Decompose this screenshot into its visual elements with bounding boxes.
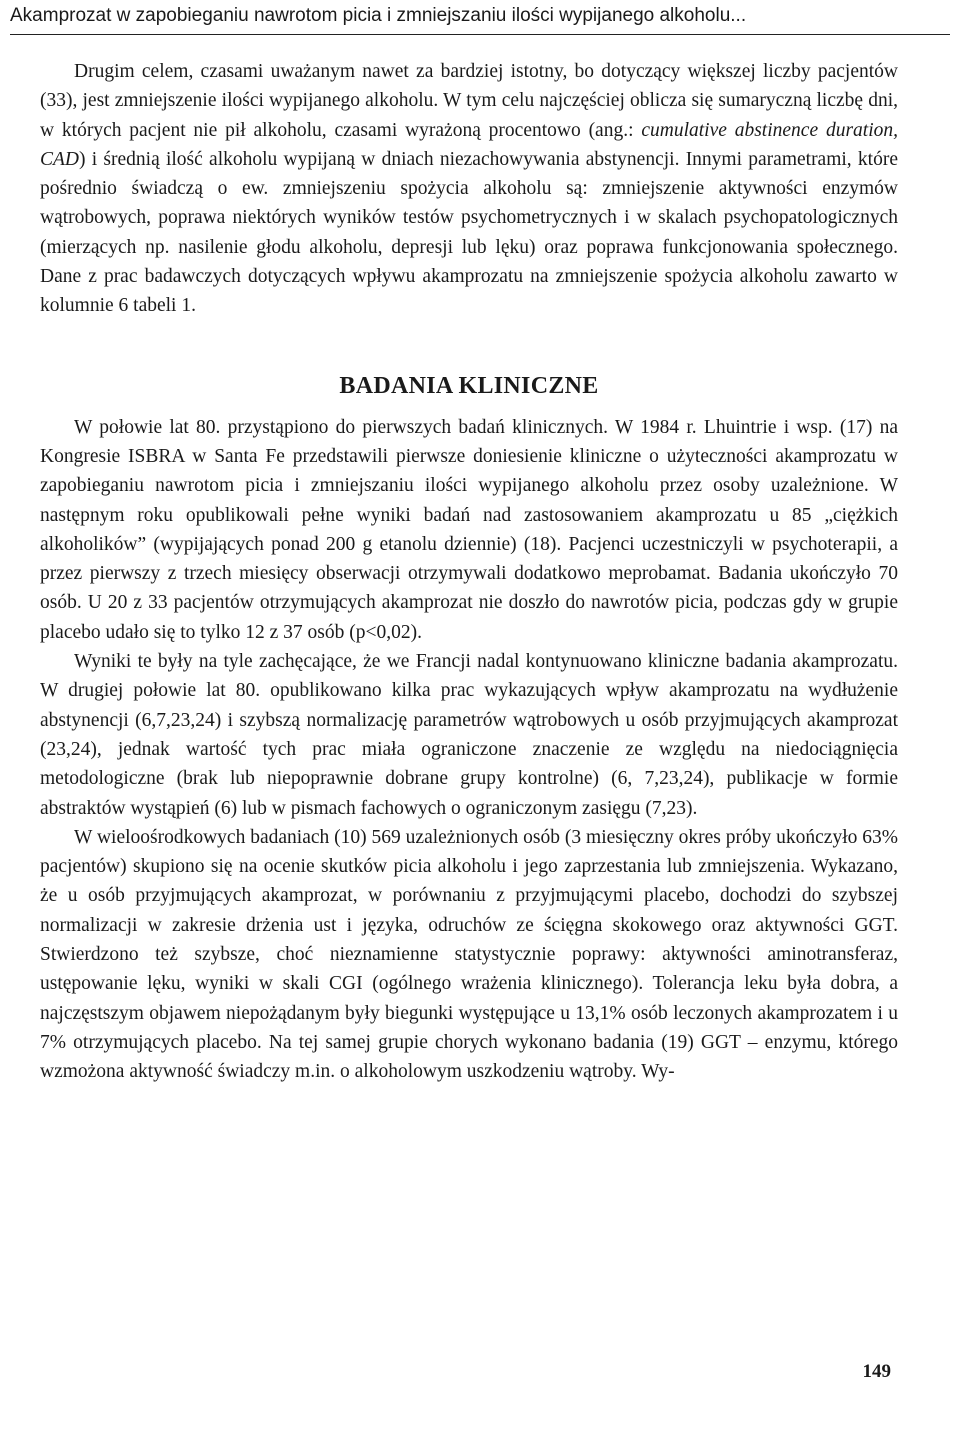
section-heading: BADANIA KLINICZNE [339, 372, 599, 399]
paragraph-first-trials: W połowie lat 80. przystąpiono do pierwszych badań klinicznych. W 1984 r. Lhuintrie i wsp. (17) na Kongresie ISBRA w Santa Fe przedstawili pierwsze doniesienie kliniczne o użyteczności akamprozatu w zapobieganiu nawrotom picia i zmniejszaniu ilości wypijanego alkoholu przez osoby uzależnione. W następnym roku opublikowali pełne wyniki badań nad zastosowaniem akamprozatu u 85 „ciężkich alkoholików” (wypijających ponad 200 g etanolu dziennie) (18). Pacjenci uczestniczyli w psychoterapii, a przez pierwszy z trzech miesięcy obserwacji otrzymywali dodatkowo meprobamat. Badania ukończyło 70 osób. U 20 z 33 pacjentów otrzymujących akamprozat nie doszło do nawrotów picia, podczas gdy w grupie placebo udało się to tylko 12 z 37 osób (p<0,02). [40, 416, 898, 643]
running-header: Akamprozat w zapobieganiu nawrotom picia i zmniejszaniu ilości wypijanego alkoholu... [10, 5, 747, 26]
paragraph-cad-text-1: Drugim celem, czasami uważanym nawet za bardziej istotny, bo dotyczący większej liczby pacjentów (33), jest zmniejszenie ilości wypijanego alkoholu. W tym celu najczęściej oblicza się sumaryczną liczbę dni, w których pacjent nie pił alkoholu, czasami wyrażoną procentowo (ang.: [40, 61, 898, 141]
paragraph-cad-italic-term: cumulative abstinence duration, CAD [40, 119, 898, 170]
header-divider [10, 34, 950, 35]
page-body [40, 57, 898, 1087]
paragraph-cad [40, 57, 898, 321]
paragraph-france-results: Wyniki te były na tyle zachęcające, że we Francji nadal kontynuowano kliniczne badania akamprozatu. W drugiej połowie lat 80. opublikowano kilka prac wykazujących wpływ akamprozatu na wydłużenie abstynencji (6,7,23,24) i szybszą normalizację parametrów wątrobowych u osób przyjmujących akamprozat (23,24), jednak wartość tych prac miała ograniczone znaczenie ze względu na niedociągnięcia metodologiczne (brak lub niepoprawnie dobrane grupy kontrolne) (6, 7,23,24), publikacje w formie abstraktów wystąpień (6) lub w pismach fachowych o ograniczonym zasięgu (7,23). [40, 651, 898, 819]
paragraph-cad-text-2: ) i średnią ilość alkoholu wypijaną w dniach niezachowywania abstynencji. Innymi parametrami, które pośrednio świadczą o ew. zmniejszeniu spożycia alkoholu są: zmniejszenie aktywności enzymów wątrobowych, poprawa niektórych wyników testów psychometrycznych i w skalach psychopatologicznych (mierzących np. nasilenie głodu alkoholu, depresji lub lęku) oraz poprawa funkcjonowania społecznego. Dane z prac badawczych dotyczących wpływu akamprozatu na zmniejszenie spożycia alkoholu zawarto w kolumnie 6 tabeli 1. [40, 148, 898, 317]
page-number: 149 [862, 1361, 891, 1382]
paragraph-multicenter-study: W wieloośrodkowych badaniach (10) 569 uzależnionych osób (3 miesięczny okres próby ukończyło 63% pacjentów) skupiono się na ocenie skutków picia alkoholu i jego zaprzestania lub zmniejszenia. Wykazano, że u osób przyjmujących akamprozat, w porównaniu z przyjmującymi placebo, dochodzi do szybszej normalizacji w zakresie drżenia ust i języka, odruchów ze ścięgna skokowego oraz aktywności GGT. Stwierdzono też szybsze, choć nieznamienne statystycznie poprawy: aktywności aminotransferaz, ustępowanie lęku, wyniki w skali CGI (ogólnego wrażenia klinicznego). Tolerancja leku była dobra, a najczęstszym objawem niepożądanym były biegunki występujące u 13,1% osób leczonych akamprozatem i u 7% otrzymujących placebo. Na tej samej grupie chorych wykonano badania (19) GGT – enzymu, którego wzmożona aktywność świadczy m.in. o alkoholowym uszkodzeniu wątroby. Wy- [40, 826, 898, 1083]
